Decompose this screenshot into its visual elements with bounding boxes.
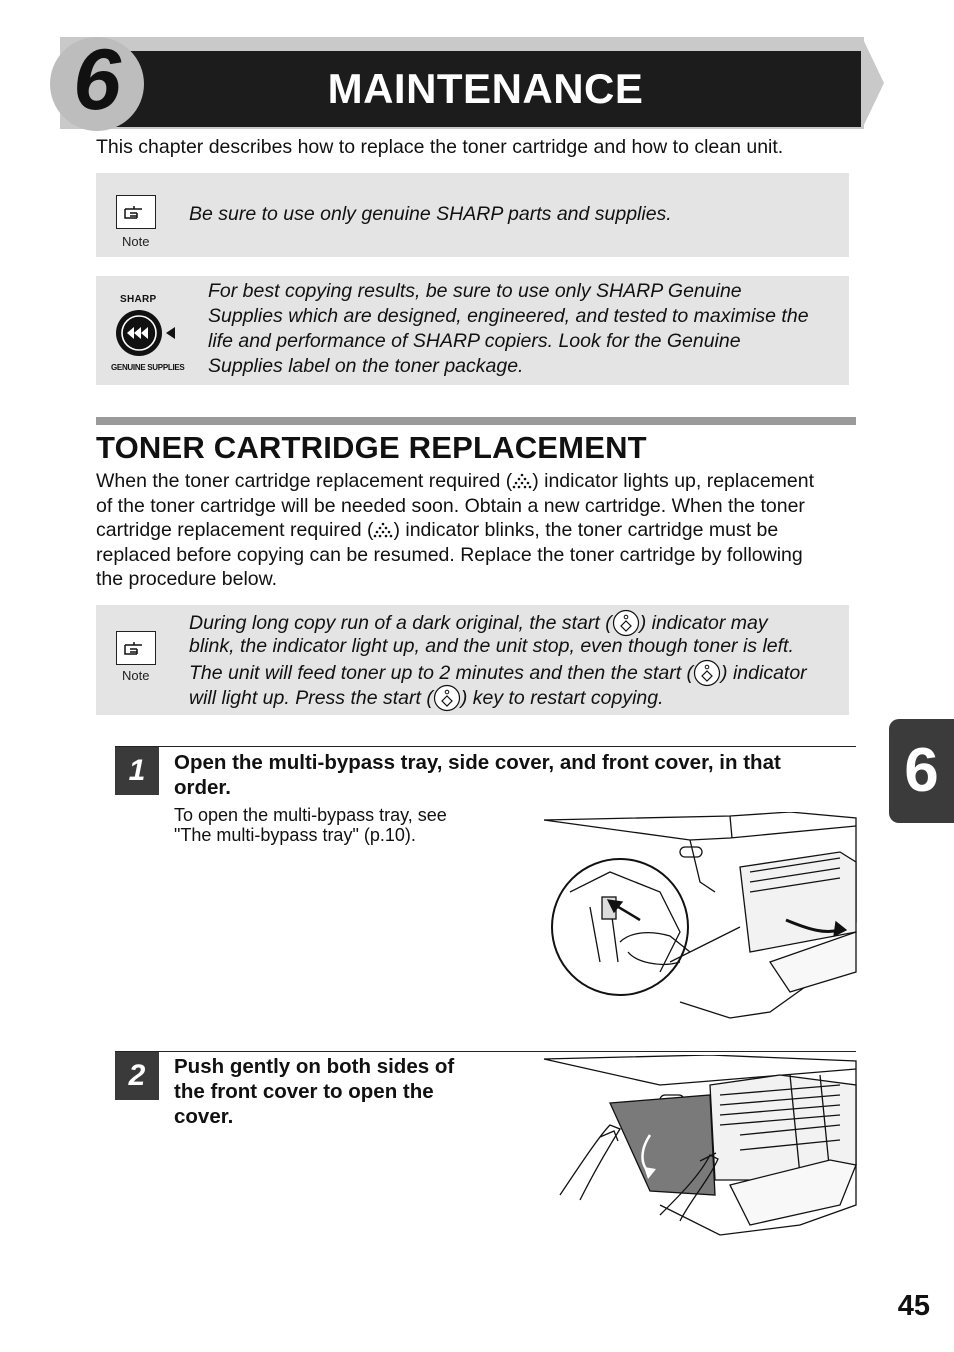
copier-open-side-cover-illustration: [540, 812, 858, 1020]
genuine-supplies-box: [96, 276, 849, 385]
section-paragraph: [96, 469, 856, 592]
chapter-side-tab: 6: [889, 719, 954, 823]
step-1-title-line-2: order.: [174, 776, 231, 799]
pointing-hand-icon: [122, 637, 150, 659]
text: The unit will feed toner up to 2 minutes and then the start (: [189, 662, 694, 684]
text: cartridge replacement required (: [96, 519, 374, 542]
step-1-sub-line-2: "The multi-bypass tray" (p.10).: [174, 825, 416, 845]
paragraph-line-4: replaced before copying can be resumed. Replace the toner cartridge by following: [96, 543, 803, 566]
pointing-hand-icon: [122, 201, 150, 223]
step-2-badge: 2: [115, 1052, 159, 1100]
toner-indicator-icon: [512, 473, 532, 489]
sharp-brand: SHARP: [120, 294, 157, 305]
step-1-title-line-1: Open the multi-bypass tray, side cover, and front cover, in that: [174, 751, 781, 774]
genuine-line-3: life and performance of SHARP copiers. Look for the Genuine: [208, 330, 741, 352]
text: ) indicator blinks, the toner cartridge must be: [393, 519, 779, 542]
paragraph-line-2: of the toner cartridge will be needed soon. Obtain a new cartridge. When the toner: [96, 494, 805, 517]
text: ) indicator may: [639, 612, 768, 634]
step-2-rule: [115, 1051, 856, 1052]
page-number: 45: [897, 1290, 930, 1322]
section-title: TONER CARTRIDGE REPLACEMENT: [96, 430, 647, 465]
note-box-genuine-parts: [96, 173, 849, 257]
chapter-title: MAINTENANCE: [327, 65, 644, 112]
genuine-line-1: For best copying results, be sure to use only SHARP Genuine: [208, 280, 742, 302]
genuine-supplies-badge-icon: [114, 309, 180, 359]
genuine-line-4: Supplies label on the toner package.: [208, 355, 524, 377]
step-2-title-line-1: Push gently on both sides of: [174, 1055, 455, 1078]
genuine-supplies-caption: GENUINE SUPPLIES: [111, 363, 185, 372]
chapter-intro: This chapter describes how to replace the toner cartridge and how to clean unit.: [96, 136, 784, 158]
note-icon: [116, 631, 156, 667]
toner-indicator-icon: [373, 522, 393, 538]
note-text: Be sure to use only genuine SHARP parts and supplies.: [189, 203, 672, 225]
step-1-badge: 1: [115, 747, 159, 795]
note-label: Note: [122, 668, 150, 683]
note2-line-2: blink, the indicator light up, and the unit stop, even though toner is left.: [189, 635, 794, 657]
copier-open-front-cover-illustration: [540, 1055, 858, 1237]
text: ) indicator lights up, replacement: [532, 470, 815, 492]
paragraph-line-3: [96, 518, 856, 543]
start-key-icon: [612, 609, 640, 637]
text: ) key to restart copying.: [460, 687, 664, 709]
section-rule: [96, 417, 856, 425]
paragraph-line-5: the procedure below.: [96, 568, 278, 591]
step-1-sub-line-1: To open the multi-bypass tray, see: [174, 805, 447, 825]
note2-line-1: [189, 609, 768, 637]
step-2-title-line-2: the front cover to open the: [174, 1080, 434, 1103]
chapter-header-arrow: [862, 37, 884, 129]
step-1-rule: [115, 746, 856, 747]
text: will light up. Press the start (: [189, 687, 433, 709]
paragraph-line-1: [96, 469, 856, 494]
note2-line-4: [189, 684, 664, 712]
step-2-title-line-3: cover.: [174, 1105, 234, 1128]
start-key-icon: [433, 684, 461, 712]
note2-line-3: [189, 659, 807, 687]
text: During long copy run of a dark original, the start (: [189, 612, 612, 634]
chapter-number: 6: [73, 32, 121, 128]
note-icon: [116, 195, 156, 231]
note-box-start-indicator: [96, 605, 849, 715]
note-label: Note: [122, 234, 150, 249]
text: When the toner cartridge replacement required (: [96, 470, 513, 492]
start-key-icon: [693, 659, 721, 687]
genuine-line-2: Supplies which are designed, engineered, and tested to maximise the: [208, 305, 809, 327]
text: ) indicator: [721, 662, 807, 684]
